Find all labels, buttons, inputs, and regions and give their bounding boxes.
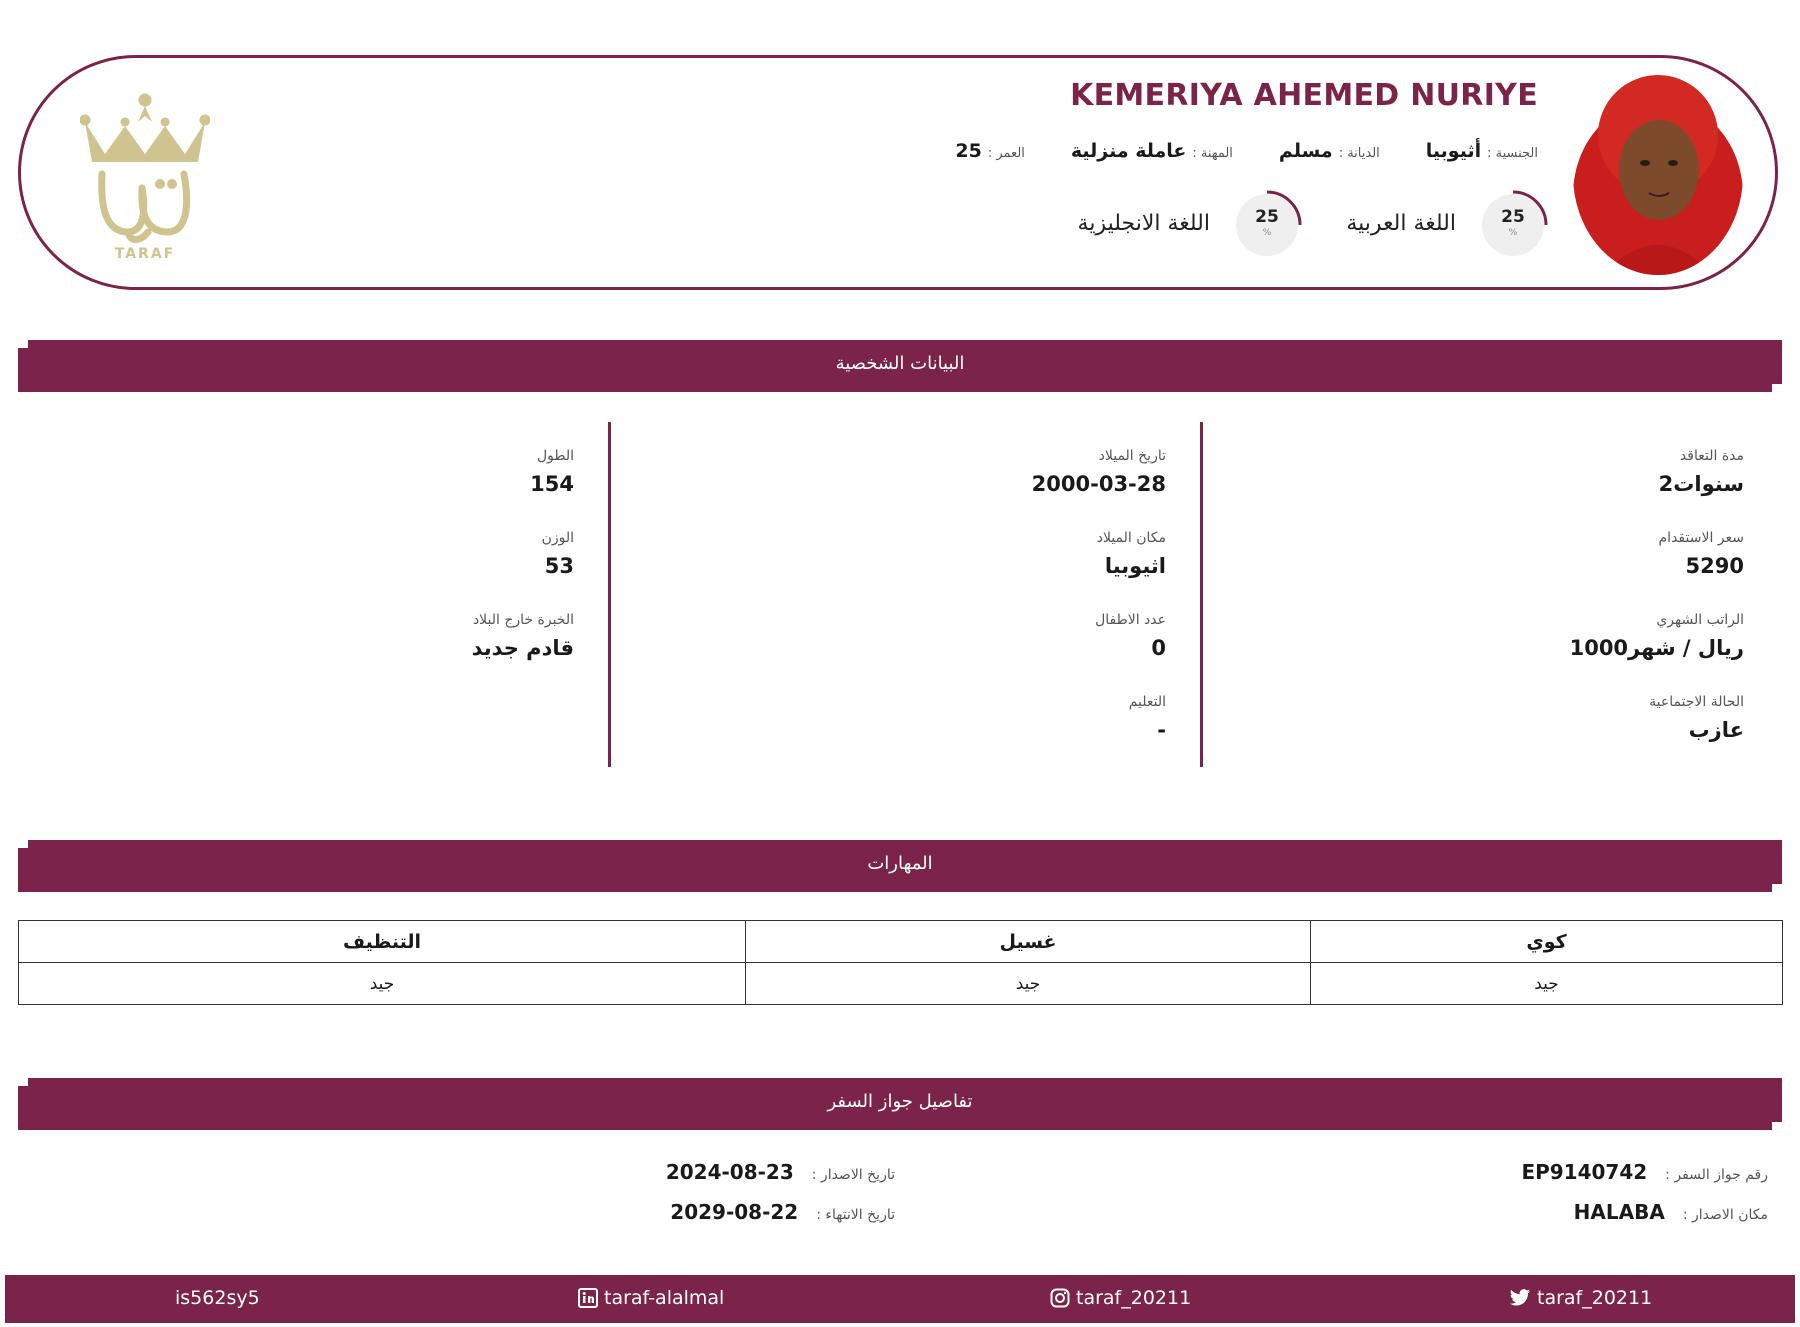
- linkedin-icon: [578, 1288, 598, 1308]
- section-header-skills: [18, 840, 1782, 892]
- language-progress-ring: [1478, 188, 1548, 258]
- table-header-row: [19, 921, 1783, 963]
- passport-value: EP9140742: [1521, 1160, 1648, 1184]
- language-arabic: [1346, 188, 1548, 258]
- fact-religion: [1279, 140, 1380, 162]
- field-weight: [472, 527, 574, 583]
- skills-table: [18, 920, 1783, 1005]
- fact-nationality: [1426, 140, 1538, 162]
- field-marital-status: [1570, 691, 1744, 747]
- field-education: [1032, 691, 1166, 747]
- passport-value: HALABA: [1573, 1200, 1665, 1224]
- passport-value: 2024-08-23: [665, 1160, 794, 1184]
- language-percent: 25: [1501, 207, 1525, 227]
- footer-linkedin-link[interactable]: [578, 1287, 724, 1309]
- field-label: الوزن: [541, 530, 574, 546]
- instagram-icon: [1050, 1288, 1070, 1308]
- section-title: المهارات: [867, 853, 933, 874]
- field-value: قادم جديد: [471, 636, 574, 660]
- field-value: 1000ريال / شهر: [1569, 636, 1744, 660]
- footer-bar: [5, 1275, 1795, 1323]
- skill-level: جيد: [746, 963, 1311, 1005]
- passport-issue-place: [1574, 1200, 1768, 1224]
- logo-text: TARAF: [114, 246, 176, 262]
- field-label: الطول: [536, 448, 574, 464]
- footer-instagram-link[interactable]: [1050, 1287, 1191, 1309]
- fact-value: مسلم: [1278, 140, 1333, 162]
- field-label: سعر الاستقدام: [1658, 530, 1744, 546]
- field-children-count: [1032, 609, 1166, 665]
- worker-name: KEMERIYA AHEMED NURIYE: [1070, 78, 1538, 113]
- skill-level: جيد: [1311, 963, 1783, 1005]
- fact-label: الجنسية :: [1487, 146, 1538, 161]
- field-value: عازب: [1688, 718, 1744, 742]
- footer-code: [175, 1287, 260, 1309]
- field-value: 2000-03-28: [1031, 472, 1166, 496]
- profile-photo: [1573, 75, 1743, 275]
- fact-value: 25: [955, 140, 982, 162]
- passport-expiry-date: [670, 1200, 895, 1224]
- field-value: 2سنوات: [1658, 472, 1744, 496]
- field-label: التعليم: [1128, 694, 1166, 710]
- fact-label: المهنة :: [1192, 146, 1233, 161]
- field-birth-place: [1032, 527, 1166, 583]
- passport-value: 2029-08-22: [670, 1200, 799, 1224]
- field-value: اثيوبيا: [1104, 554, 1166, 578]
- footer-twitter-link[interactable]: [1509, 1287, 1652, 1309]
- field-recruitment-price: [1570, 527, 1744, 583]
- field-value: 53: [544, 554, 574, 578]
- field-label: عدد الاطفال: [1095, 612, 1166, 628]
- passport-number: [1521, 1160, 1768, 1184]
- field-value: 0: [1151, 636, 1166, 660]
- skill-header: غسيل: [746, 921, 1311, 963]
- language-english: [1078, 188, 1302, 258]
- table-row: [19, 963, 1783, 1005]
- twitter-icon: [1509, 1288, 1531, 1308]
- fact-profession: [1071, 140, 1233, 162]
- field-label: تاريخ الميلاد: [1098, 448, 1166, 464]
- passport-label: تاريخ الاصدار :: [811, 1167, 895, 1183]
- language-label: اللغة العربية: [1346, 210, 1456, 236]
- field-label: مدة التعاقد: [1679, 448, 1744, 464]
- fact-label: الديانة :: [1338, 146, 1380, 161]
- fact-value: أثيوبيا: [1425, 140, 1482, 162]
- percent-symbol: %: [1508, 228, 1518, 238]
- skill-level: جيد: [19, 963, 746, 1005]
- section-header-personal: [18, 340, 1782, 392]
- field-label: الخبرة خارج البلاد: [472, 612, 574, 628]
- section-header-passport: [18, 1078, 1782, 1130]
- passport-label: رقم جواز السفر :: [1665, 1167, 1768, 1183]
- passport-label: مكان الاصدار :: [1682, 1207, 1768, 1223]
- footer-code-text: is562sy5: [175, 1287, 260, 1309]
- skill-header: كوي: [1311, 921, 1783, 963]
- language-label: اللغة الانجليزية: [1077, 210, 1210, 236]
- field-height: [472, 445, 574, 501]
- field-label: مكان الميلاد: [1096, 530, 1166, 546]
- passport-label: تاريخ الانتهاء :: [816, 1207, 895, 1223]
- language-percent: 25: [1255, 207, 1279, 227]
- personal-col-middle: [1032, 445, 1166, 773]
- column-divider: [608, 422, 611, 767]
- facts-row: [955, 140, 1538, 162]
- field-value: -: [1157, 718, 1166, 742]
- field-contract-duration: [1570, 445, 1744, 501]
- passport-issue-date: [666, 1160, 895, 1184]
- field-label: الراتب الشهري: [1656, 612, 1744, 628]
- instagram-handle: taraf_20211: [1076, 1287, 1192, 1309]
- taraf-logo: [80, 92, 210, 262]
- language-progress-ring: [1232, 188, 1302, 258]
- fact-value: عاملة منزلية: [1070, 140, 1187, 162]
- field-value: 154: [530, 472, 574, 496]
- fact-age: [955, 140, 1025, 162]
- field-label: الحالة الاجتماعية: [1649, 694, 1744, 710]
- twitter-handle: taraf_20211: [1537, 1287, 1653, 1309]
- personal-col-left: [472, 445, 574, 691]
- section-title: تفاصيل جواز السفر: [827, 1091, 973, 1112]
- field-value: 5290: [1685, 554, 1744, 578]
- personal-col-right: [1570, 445, 1744, 773]
- linkedin-handle: taraf-alalmal: [604, 1287, 725, 1309]
- field-experience-abroad: [472, 609, 574, 665]
- column-divider: [1200, 422, 1203, 767]
- percent-symbol: %: [1262, 228, 1272, 238]
- field-monthly-salary: [1570, 609, 1744, 665]
- section-title: البيانات الشخصية: [835, 353, 965, 374]
- field-birth-date: [1032, 445, 1166, 501]
- fact-label: العمر :: [987, 146, 1025, 161]
- skill-header: التنظيف: [19, 921, 746, 963]
